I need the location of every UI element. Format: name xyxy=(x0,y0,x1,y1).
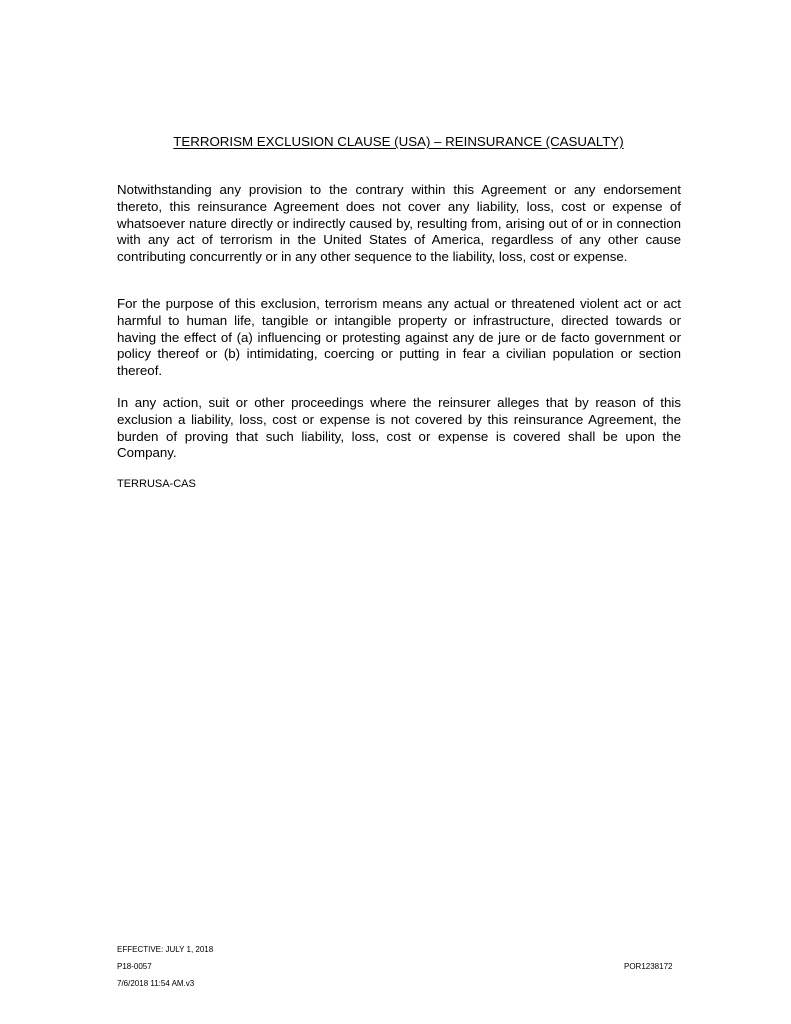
clause-code: TERRUSA-CAS xyxy=(117,478,196,490)
paragraph-definition: For the purpose of this exclusion, terrorism means any actual or threatened violent act or act harmful to human life, tangible or intangible property or infrastructure, directed towards or having the effect of (a) influencing or protesting against any de jure or de facto government or policy thereof or (b) intimidating, coercing or putting in fear a civilian population or section thereof. xyxy=(117,296,681,379)
footer-effective-date: EFFECTIVE: JULY 1, 2018 xyxy=(117,945,214,954)
footer-reference: P18-0057 xyxy=(117,962,152,971)
footer-policy-number: POR1238172 xyxy=(624,962,673,971)
paragraph-burden-of-proof: In any action, suit or other proceedings where the reinsurer alleges that by reason of this exclusion a liability, loss, cost or expense is not covered by this reinsurance Agreement, the burden of proving that such liability, loss, cost or expense is covered shall be upon the Company. xyxy=(117,395,681,461)
document-title: TERRORISM EXCLUSION CLAUSE (USA) – REINSURANCE (CASUALTY) xyxy=(173,134,624,149)
paragraph-exclusion: Notwithstanding any provision to the contrary within this Agreement or any endorsement thereto, this reinsurance Agreement does not cover any liability, loss, cost or expense of whatsoever nature directly or indirectly caused by, resulting from, arising out of or in connection with any act of terrorism in the United States of America, regardless of any other cause contributing concurrently or in any other sequence to the liability, loss, cost or expense. xyxy=(117,182,681,265)
footer-timestamp: 7/6/2018 11:54 AM.v3 xyxy=(117,979,195,988)
